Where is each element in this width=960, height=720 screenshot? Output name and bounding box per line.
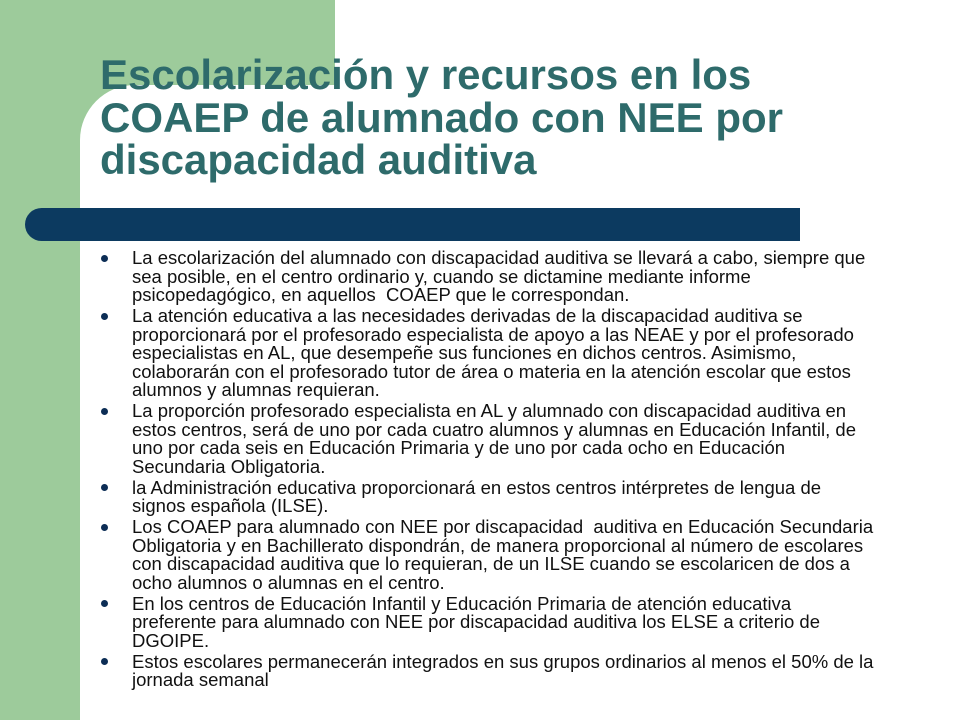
bullet-item [0, 476, 960, 517]
bullet-dot-icon [101, 313, 108, 320]
bullet-item [0, 518, 960, 592]
bullet-item [0, 249, 960, 305]
bullet-dot-icon [101, 658, 108, 665]
bullet-text: La atención educativa a las necesidades derivadas de la discapacidad auditiva se proporcionará por el profesorado especialista de apoyo a las NEAE y por el profesorado especialistas en AL, que desempeñe sus funciones en dichos centros. Asimismo, colaborarán con el profesorado tutor de área o materia en la atención escolar que estos alumnos y alumnas requieran. [132, 304, 854, 401]
bullet-dot-icon [101, 255, 108, 262]
bullet-item [0, 650, 960, 691]
bullet-text: Los COAEP para alumnado con NEE por discapacidad auditiva en Educación Secundaria Obligatoria y en Bachillerato dispondrán, de manera proporcional al número de escolares con discapacidad auditiva que lo requieran, de un ILSE cuando se escolaricen de dos a ocho alumnos o alumnas en el centro. [132, 516, 874, 593]
bullet-dot-icon [101, 484, 108, 491]
bullet-item [0, 304, 960, 401]
bullet-text: Estos escolares permanecerán integrados en sus grupos ordinarios al menos el 50% de la jornada semanal [132, 650, 874, 691]
bullet-text: La proporción profesorado especialista en AL y alumnado con discapacidad auditiva en estos centros, será de uno por cada cuatro alumnos y alumnas en Educación Infantil, de uno por cada seis en Educación Primaria y de uno por cada ocho en Educación Secundaria Obligatoria. [132, 400, 856, 477]
bullet-dot-icon [101, 600, 108, 607]
bullet-item [0, 592, 960, 651]
slide-title: Escolarización y recursos en los COAEP de alumnado con NEE por discapacidad auditiva [100, 51, 783, 183]
bullet-list [0, 249, 960, 692]
bullet-text: En los centros de Educación Infantil y Educación Primaria de atención educativa preferente para alumnado con NEE por discapacidad auditiva los ELSE a criterio de DGOIPE. [132, 592, 820, 651]
title-underline-bar [25, 208, 800, 241]
bullet-dot-icon [101, 524, 108, 531]
bullet-dot-icon [101, 408, 108, 415]
bullet-text: La escolarización del alumnado con discapacidad auditiva se llevará a cabo, siempre que sea posible, en el centro ordinario y, cuando se dictamine mediante informe psicopedagógico, en aquellos COAEP que le correspondan. [132, 247, 866, 306]
bullet-text: la Administración educativa proporcionará en estos centros intérpretes de lengua de signos española (ILSE). [132, 476, 822, 517]
bullet-item [0, 402, 960, 476]
